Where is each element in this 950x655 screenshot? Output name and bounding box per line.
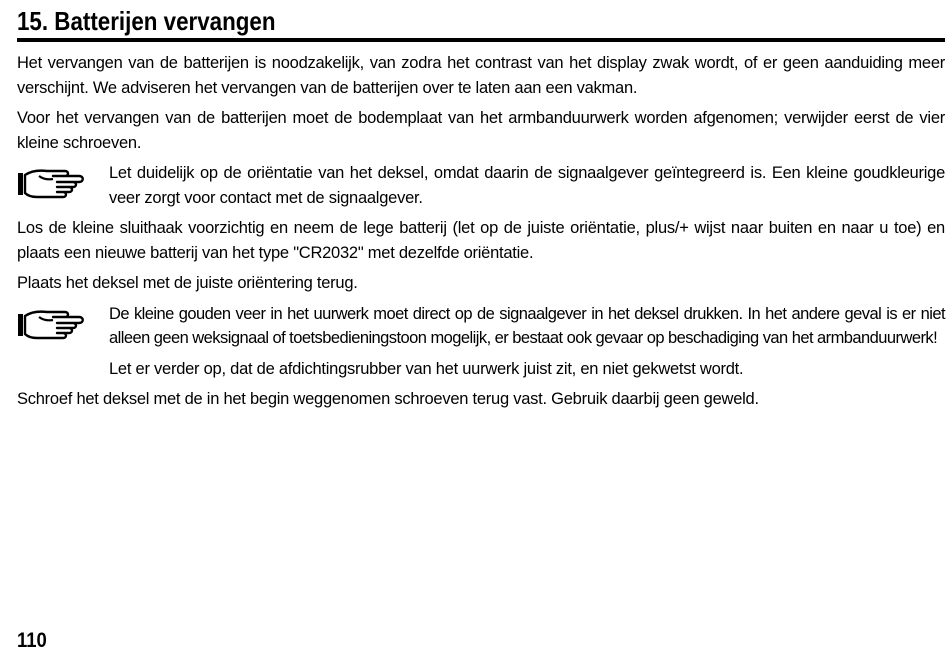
paragraph-replace-battery: Los de kleine sluithaak voorzichtig en neem de lege batterij (let op de juiste oriëntatie, plus/+ wijst naar buiten en naar u toe) en plaats een nieuwe batterij van het type "CR2032" met dezelfde oriëntatie. bbox=[17, 219, 945, 262]
note-gasket-check-text: Let er verder op, dat de afdichtingsrubber van het uurwerk juist zit, en niet gekwetst wordt. bbox=[109, 359, 744, 378]
note-spring-contact bbox=[17, 302, 945, 351]
paragraph-battery-replacement-intro: Het vervangen van de batterijen is noodzakelijk, van zodra het contrast van het display zwak wordt, of er geen aanduiding meer verschijnt. We adviseren het vervangen van de batterijen over te laten aan een vakman. bbox=[17, 54, 945, 97]
pointing-hand-icon bbox=[17, 165, 93, 201]
title-rule bbox=[17, 38, 945, 42]
note-cover-orientation bbox=[17, 161, 945, 210]
paragraph-screw-cover: Schroef het deksel met de in het begin weggenomen schroeven terug vast. Gebruik daarbij geen geweld. bbox=[17, 390, 759, 408]
note-spring-contact-text: De kleine gouden veer in het uurwerk moet direct op de signaalgever in het deksel drukken. In het andere geval is er niet alleen geen weksignaal of toetsbedieningstoon mogelijk, er bestaat ook gevaar op beschadiging van het armbanduurwerk! bbox=[109, 304, 945, 347]
paragraph-remove-bottom-plate: Voor het vervangen van de batterijen moet de bodemplaat van het armbanduurwerk worden afgenomen; verwijder eerst de vier kleine schroeven. bbox=[17, 109, 945, 152]
manual-page bbox=[17, 0, 945, 412]
paragraph-refit-cover: Plaats het deksel met de juiste oriëntering terug. bbox=[17, 274, 358, 292]
note-cover-orientation-text: Let duidelijk op de oriëntatie van het deksel, omdat daarin de signaalgever geïntegreerd is. Een kleine goudkleurige veer zorgt voor contact met de signaalgever. bbox=[109, 164, 945, 207]
pointing-hand-icon bbox=[17, 306, 93, 342]
section-title: 15. Batterijen vervangen bbox=[17, 6, 276, 36]
page-number: 110 bbox=[17, 629, 47, 652]
